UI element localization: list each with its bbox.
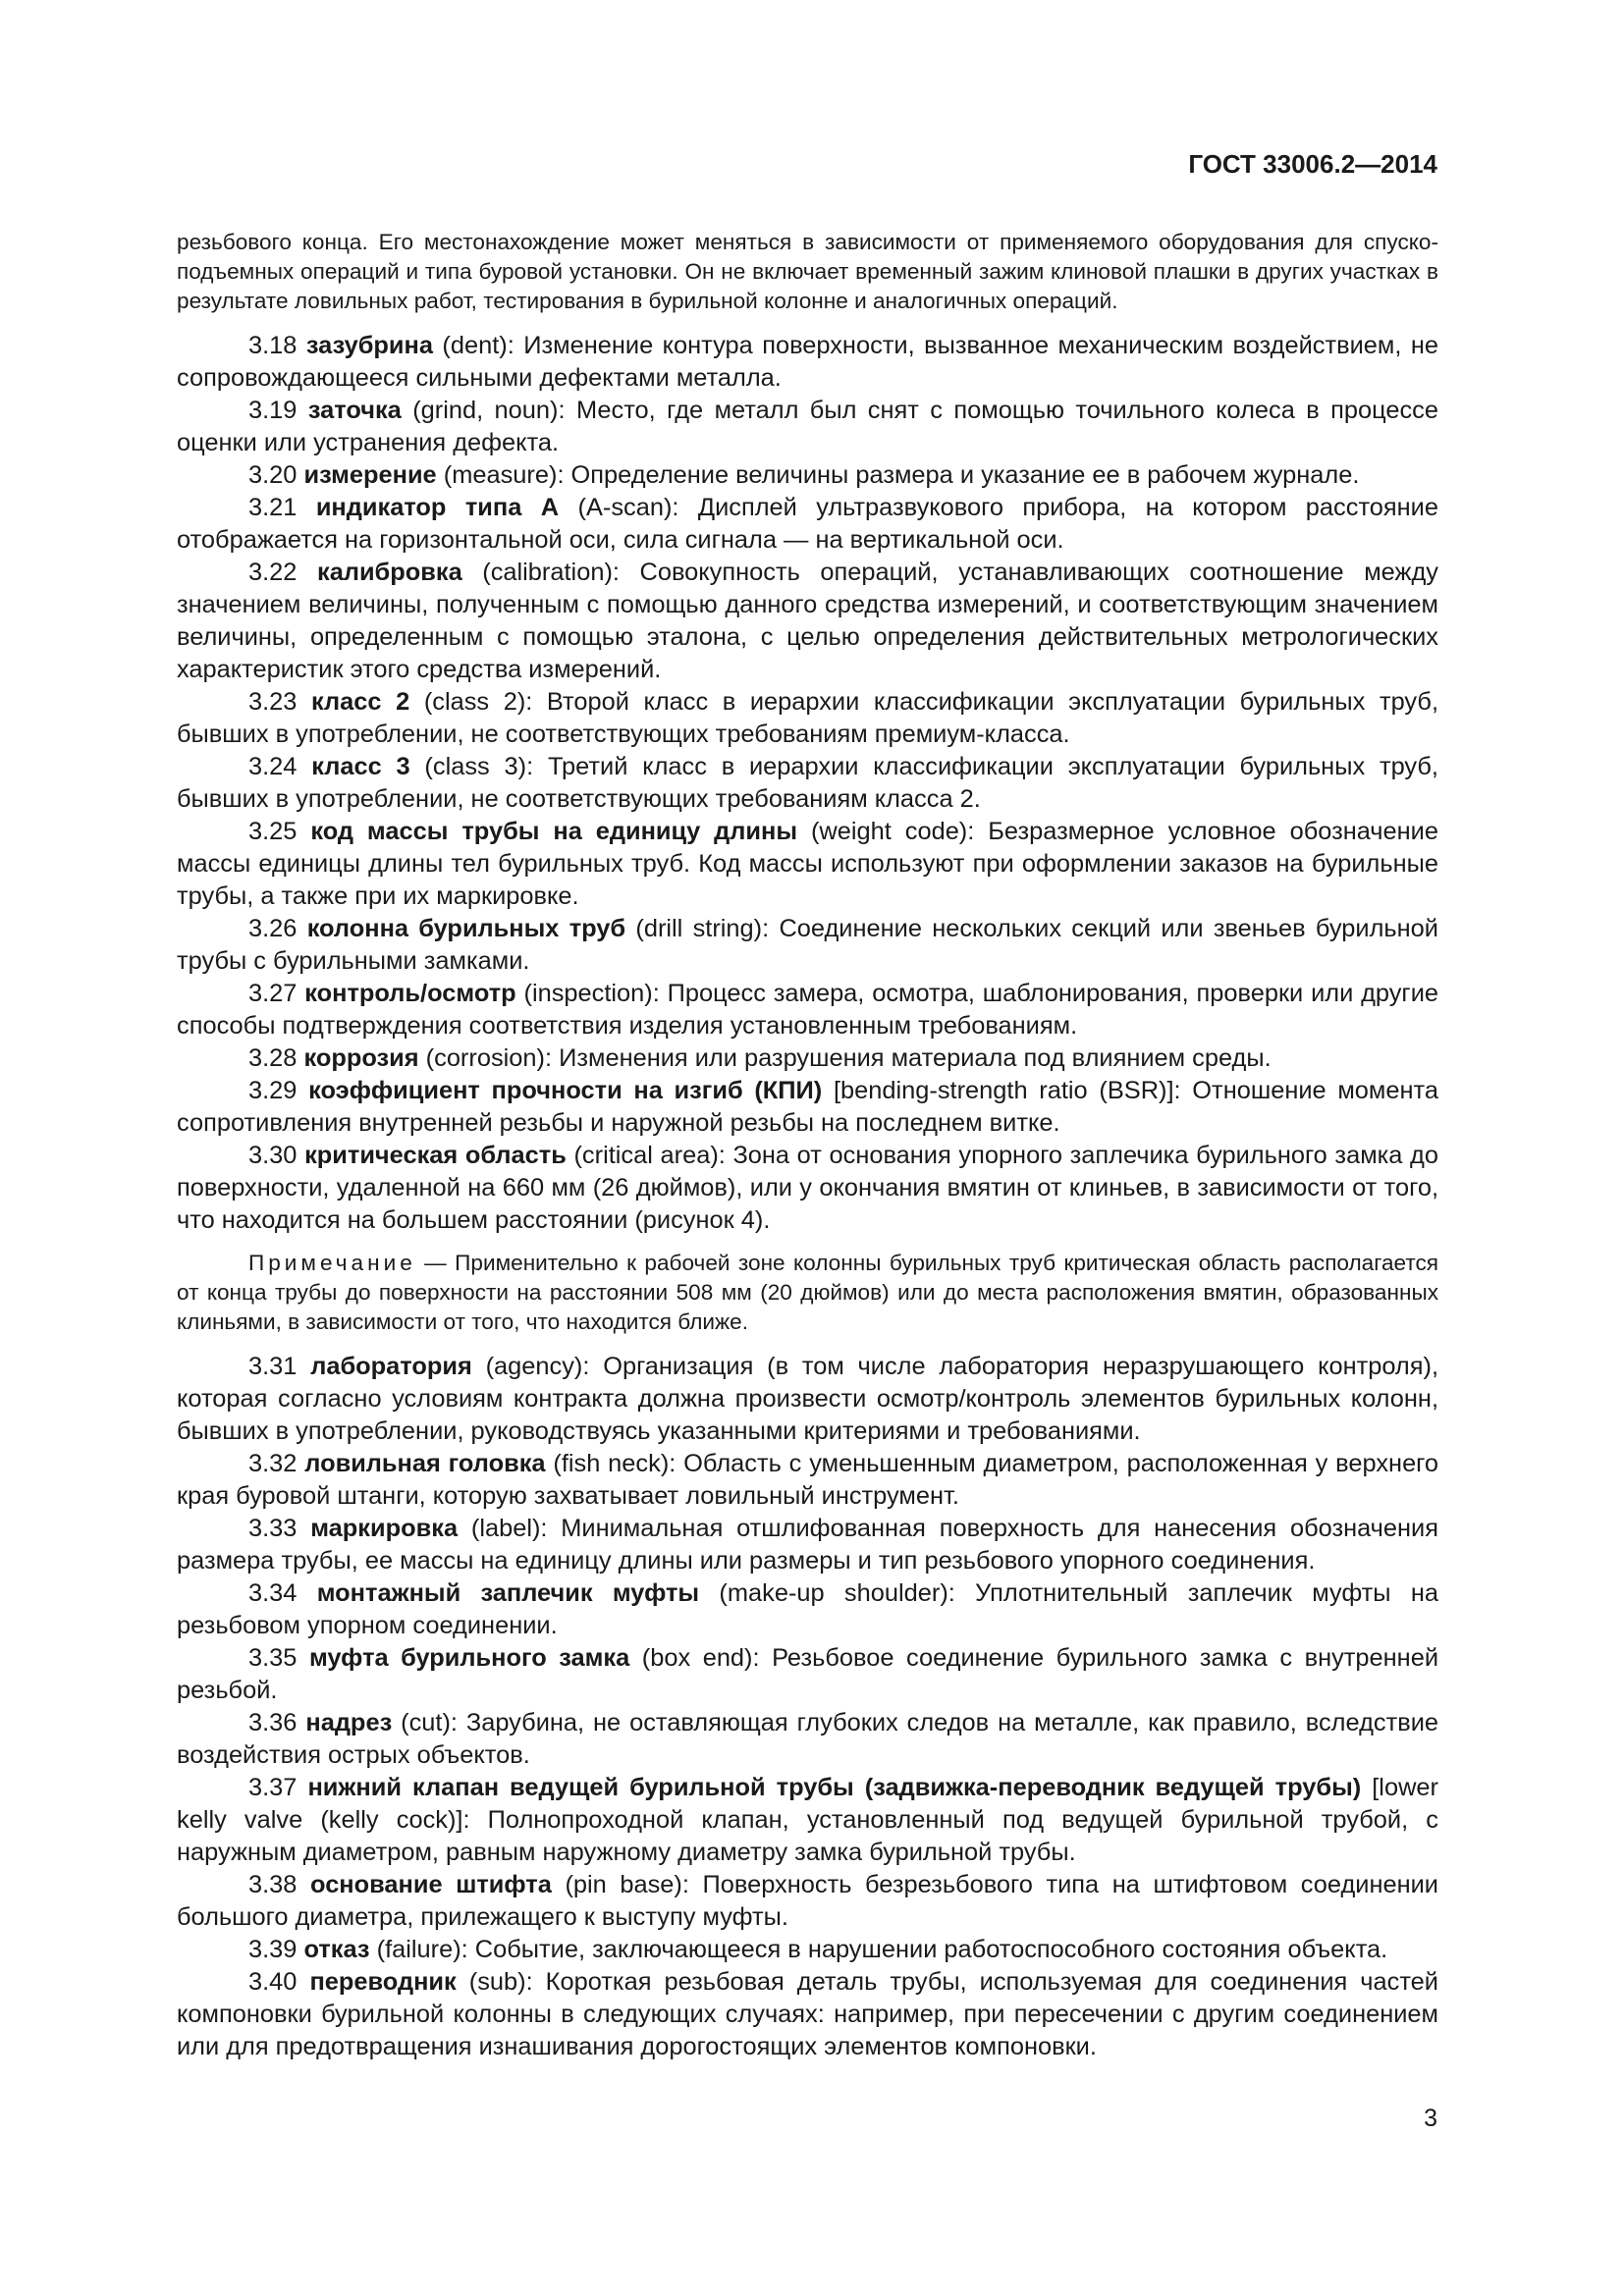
definition-item bbox=[177, 1351, 1438, 1448]
definition-text: (box end): Резьбовое соединение бурильного замка с внутренней резьбой. bbox=[177, 1644, 1438, 1704]
definition-text: (class 2): Второй класс в иерархии классификации эксплуатации бурильных труб, бывших в употреблении, не соответствующих требованиям премиум-класса. bbox=[177, 688, 1439, 748]
definition-number: 3.40 bbox=[248, 1968, 298, 1996]
definition-number: 3.39 bbox=[248, 1936, 298, 1963]
definition-text: (cut): Зарубина, не оставляющая глубоких следов на металле, как правило, вследствие воздействия острых объектов. bbox=[177, 1709, 1438, 1769]
definition-number: 3.21 bbox=[248, 494, 298, 521]
definition-term: колонна бурильных труб bbox=[306, 915, 626, 942]
definition-term: основание штифта bbox=[310, 1871, 552, 1898]
definition-text: (drill string): Соединение нескольких секций или звеньев бурильной трубы с бурильными замками. bbox=[177, 915, 1438, 975]
intro-paragraph: резьбового конца. Его местонахождение может меняться в зависимости от применяемого оборудования для спуско-подъемных операций и типа буровой установки. Он не включает временный зажим клиновой плашки в других участках в результате ловильных работ, тестирования в бурильной колонне и аналогичных операций. bbox=[177, 230, 1438, 313]
definition-number: 3.27 bbox=[248, 980, 298, 1007]
definition-term: контроль/осмотр bbox=[304, 980, 516, 1007]
definition-term: коррозия bbox=[303, 1044, 419, 1072]
note-label: Примечание bbox=[248, 1251, 416, 1275]
definition-number: 3.22 bbox=[248, 559, 298, 586]
definition-item bbox=[177, 557, 1438, 686]
definition-item bbox=[177, 330, 1438, 395]
definition-term: переводник bbox=[309, 1968, 457, 1996]
page-number: 3 bbox=[1424, 2105, 1437, 2132]
definition-term: лаборатория bbox=[310, 1353, 472, 1380]
definition-text: (sub): Короткая резьбовая деталь трубы, используемая для соединения частей компоновки бурильной колонны в следующих случаях: например, при пересечении с другим соединением или для предотвращения изнашивания дорогостоящих элементов компоновки. bbox=[177, 1968, 1438, 2060]
definition-item bbox=[177, 1966, 1438, 2063]
definition-text: (dent): Изменение контура поверхности, вызванное механическим воздействием, не сопровождающееся сильными дефектами металла. bbox=[177, 332, 1438, 392]
definition-item bbox=[177, 395, 1438, 459]
definition-item bbox=[177, 1140, 1438, 1237]
definition-number: 3.36 bbox=[248, 1709, 298, 1736]
definition-number: 3.37 bbox=[248, 1774, 298, 1801]
definition-term: отказ bbox=[303, 1936, 370, 1963]
definition-number: 3.26 bbox=[248, 915, 298, 942]
definition-item bbox=[177, 1075, 1438, 1140]
definition-number: 3.30 bbox=[248, 1142, 298, 1169]
definition-term: монтажный заплечик муфты bbox=[316, 1579, 700, 1607]
definition-item bbox=[177, 913, 1438, 978]
definition-text: (critical area): Зона от основания упорного заплечика бурильного замка до поверхности, удаленной на 660 мм (26 дюймов), или у окончания вмятин от клиньев, в зависимости от того, что находится на большем расстоянии (рисунок 4). bbox=[177, 1142, 1438, 1234]
definition-number: 3.20 bbox=[248, 461, 298, 489]
definition-number: 3.35 bbox=[248, 1644, 298, 1672]
definition-item bbox=[177, 1513, 1438, 1577]
standard-header: ГОСТ 33006.2—2014 bbox=[1188, 149, 1437, 179]
definition-text: (inspection): Процесс замера, осмотра, шаблонирования, проверки или другие способы подтверждения соответствия изделия установленным требованиям. bbox=[177, 980, 1438, 1040]
definition-term: зазубрина bbox=[305, 332, 433, 359]
definition-item bbox=[177, 1869, 1438, 1934]
definition-number: 3.24 bbox=[248, 753, 298, 780]
definition-text: (failure): Событие, заключающееся в нарушении работоспособного состояния объекта. bbox=[369, 1936, 1388, 1963]
definition-number: 3.19 bbox=[248, 397, 298, 424]
definition-item bbox=[177, 1577, 1438, 1642]
definition-item bbox=[177, 459, 1438, 492]
definition-text: (fish neck): Область с уменьшенным диаметром, расположенная у верхнего края буровой штанги, которую захватывает ловильный инструмент. bbox=[177, 1450, 1439, 1510]
definition-number: 3.32 bbox=[248, 1450, 298, 1477]
definition-text: (make-up shoulder): Уплотнительный заплечик муфты на резьбовом упорном соединении. bbox=[177, 1579, 1438, 1639]
definition-term: муфта бурильного замка bbox=[308, 1644, 630, 1672]
definition-term: критическая область bbox=[304, 1142, 567, 1169]
definition-term: индикатор типа А bbox=[315, 494, 560, 521]
definition-text: (A-scan): Дисплей ультразвукового прибора, на котором расстояние отображается на горизонтальной оси, сила сигнала — на вертикальной оси. bbox=[177, 494, 1438, 554]
definition-item bbox=[177, 978, 1438, 1042]
document-body bbox=[177, 228, 1438, 2063]
definition-item bbox=[177, 1934, 1438, 1966]
definition-item bbox=[177, 1042, 1438, 1075]
definition-term: заточка bbox=[307, 397, 402, 424]
definition-text: (corrosion): Изменения или разрушения материала под влиянием среды. bbox=[418, 1044, 1272, 1072]
definition-text: (agency): Организация (в том числе лаборатория неразрушающего контроля), которая согласно условиям контракта должна произвести осмотр/контроль элементов бурильных колонн, бывших в употреблении, руководствуясь указанными критериями и требованиями. bbox=[177, 1353, 1438, 1445]
definition-number: 3.38 bbox=[248, 1871, 298, 1898]
definition-term: нижний клапан ведущей бурильной трубы (задвижка-переводник ведущей трубы) bbox=[307, 1774, 1362, 1801]
definition-text: (measure): Определение величины размера и указание ее в рабочем журнале. bbox=[436, 461, 1360, 489]
definitions-list-b bbox=[177, 1351, 1438, 2063]
definition-item bbox=[177, 492, 1438, 557]
definition-number: 3.34 bbox=[248, 1579, 298, 1607]
note-text: — Применительно к рабочей зоне колонны бурильных труб критическая область располагается от конца трубы до поверхности на расстоянии 508 мм (20 дюймов) или до места расположения вмятин, образованных клиньями, в зависимости от того, что находится ближе. bbox=[177, 1251, 1438, 1334]
definition-item bbox=[177, 686, 1438, 751]
definition-number: 3.23 bbox=[248, 688, 298, 716]
definition-number: 3.31 bbox=[248, 1353, 298, 1380]
definition-text: (pin base): Поверхность безрезьбового типа на штифтовом соединении большого диаметра, прилежащего к выступу муфты. bbox=[177, 1871, 1438, 1931]
definition-number: 3.25 bbox=[248, 818, 298, 845]
definition-item bbox=[177, 1772, 1438, 1869]
definition-item bbox=[177, 1707, 1438, 1772]
definition-term: калибровка bbox=[316, 559, 462, 586]
definition-item bbox=[177, 816, 1438, 913]
definition-term: класс 3 bbox=[311, 753, 410, 780]
definition-text: (class 3): Третий класс в иерархии классификации эксплуатации бурильных труб, бывших в употреблении, не соответствующих требованиям класса 2. bbox=[177, 753, 1438, 813]
definition-text: (weight code): Безразмерное условное обозначение массы единицы длины тел бурильных труб. Код массы используют при оформлении заказов на бурильные трубы, а также при их маркировке. bbox=[177, 818, 1438, 910]
definition-term: маркировка bbox=[310, 1515, 459, 1542]
definition-number: 3.28 bbox=[248, 1044, 298, 1072]
definition-term: коэффициент прочности на изгиб (КПИ) bbox=[308, 1077, 823, 1104]
definition-item bbox=[177, 751, 1438, 816]
definitions-list-a bbox=[177, 330, 1438, 1237]
definition-number: 3.33 bbox=[248, 1515, 298, 1542]
definition-text: (grind, noun): Место, где металл был снят с помощью точильного колеса в процессе оценки или устранения дефекта. bbox=[177, 397, 1438, 456]
definition-term: код массы трубы на единицу длины bbox=[310, 818, 798, 845]
definition-text: [bending-strength ratio (BSR)]: Отношение момента сопротивления внутренней резьбы и наружной резьбы на последнем витке. bbox=[177, 1077, 1438, 1137]
definition-text: (calibration): Совокупность операций, устанавливающих соотношение между значением величины, полученным с помощью данного средства измерений, и соответствующим значением величины, определенным с помощью эталона, с целью определения действительных метрологических характеристик этого средства измерений. bbox=[177, 559, 1438, 683]
definition-number: 3.29 bbox=[248, 1077, 298, 1104]
definition-item bbox=[177, 1448, 1438, 1513]
definition-text: [lower kelly valve (kelly cock)]: Полнопроходной клапан, установленный под ведущей бурильной трубой, с наружным диаметром, равным наружному диаметру замка бурильной трубы. bbox=[177, 1774, 1438, 1866]
definition-term: измерение bbox=[303, 461, 437, 489]
definition-term: ловильная головка bbox=[304, 1450, 546, 1477]
note-paragraph bbox=[177, 1249, 1438, 1337]
definition-text: (label): Минимальная отшлифованная поверхность для нанесения обозначения размера трубы, ее массы на единицу длины или размеры и тип резьбового упорного соединения. bbox=[177, 1515, 1438, 1575]
definition-number: 3.18 bbox=[248, 332, 298, 359]
definition-term: класс 2 bbox=[311, 688, 410, 716]
definition-item bbox=[177, 1642, 1438, 1707]
definition-term: надрез bbox=[305, 1709, 393, 1736]
